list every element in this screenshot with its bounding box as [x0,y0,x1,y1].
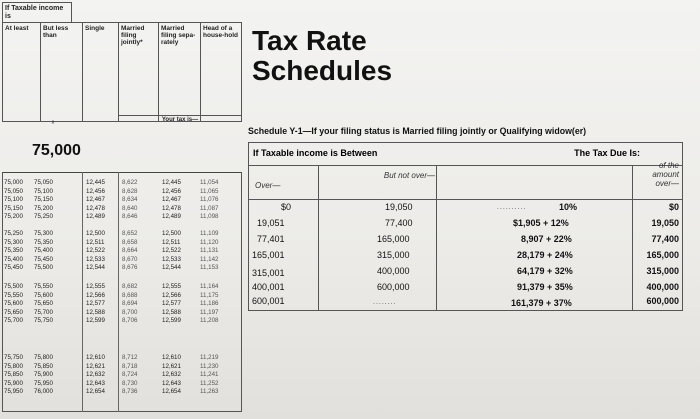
table-row: 75,750 75,800 12,610 8,712 12,610 11,219 [4,354,219,361]
page-title-line1: Tax Rate [252,25,367,56]
table-row: 75,050 75,100 12,456 8,628 12,456 11,065 [4,187,219,195]
table-row: 75,200 75,250 12,489 8,646 12,489 11,098 [4,213,219,221]
col-married-separately: Married filing sepa-rately [159,23,201,121]
col-head-of-household: Head of a house-hold [203,25,239,39]
over-label: Over— [255,181,281,190]
amount-over-value: 19,050 [651,218,679,228]
tax-table [2,5,242,412]
table-row: 75,850 75,900 12,632 8,724 12,632 11,241 [4,371,219,379]
divider [319,199,436,200]
table-row: 75,150 75,200 12,478 8,640 12,478 11,087 [4,204,219,212]
tax-table-header [2,22,242,122]
table-row: 75,500 75,550 12,555 8,682 12,555 11,164 [4,283,219,290]
schedule-table [248,142,683,311]
table-row: 75,350 75,400 12,522 8,664 12,522 11,131 [4,247,219,255]
over-value: 77,401 [257,234,285,244]
row-group [2,283,242,326]
table-row: 75,000 75,050 12,445 8,622 12,445 11,054 [4,179,219,186]
col-married-jointly: Married filing jointly* [119,23,159,121]
over-value: 19,051 [257,218,285,228]
amount-over-value: $0 [668,202,679,212]
schedule-caption [248,126,586,136]
over-value: 600,001 [252,296,285,306]
page-title-line2: Schedules [252,55,393,86]
table-row: 75,400 75,450 12,533 8,670 12,533 11,142 [4,255,219,263]
tax-rate: 10% [559,202,578,212]
tax-rate: 28,179 + 24% [517,250,573,260]
not-over-value: 19,050 [385,202,413,212]
amount-over-value: 400,000 [646,282,679,292]
table-row: 75,550 75,600 12,566 8,688 12,566 11,175 [4,291,219,299]
mfj-marker: * [140,39,143,46]
table-row: 75,950 76,000 12,654 8,736 12,654 11,263 [4,388,219,396]
not-over-value: 165,000 [377,234,410,244]
not-over-value: 77,400 [385,218,413,228]
over-value: $0 [281,202,292,212]
col-but-less-than: But less than [41,23,83,121]
tax-rate: 8,907 + 22% [521,234,572,244]
tax-rate: 91,379 + 35% [517,282,573,292]
header-tax-due: The Tax Due Is: [574,148,640,158]
not-over-value: 315,000 [377,250,410,260]
schedule-header [249,143,682,166]
over-value: 315,001 [252,268,285,278]
bracket-heading: 75,000 [32,142,81,159]
your-tax-is-label: Your tax is— [119,115,241,124]
table-row: 75,300 75,350 12,511 8,658 12,511 11,120 [4,238,219,246]
table-row: 75,600 75,650 12,577 8,694 12,577 11,186 [4,300,219,308]
taxable-income-label: If Taxable income is [2,2,72,22]
amount-over-value: 165,000 [646,250,679,260]
table-row: 75,100 75,150 12,467 8,634 12,467 11,076 [4,196,219,204]
amount-over-value: 600,000 [646,296,679,306]
amount-over-value: 77,400 [651,234,679,244]
divider [437,199,632,200]
table-row: 75,900 75,950 12,643 8,730 12,643 11,252 [4,379,219,387]
not-over-value: 400,000 [377,266,410,276]
table-row: 75,650 75,700 12,588 8,700 12,588 11,197 [4,308,219,316]
leader-dots: ........ [373,299,397,306]
divider [633,199,682,200]
table-row: 75,800 75,850 12,621 8,718 12,621 11,230 [4,362,219,370]
tax-rate: $1,905 + 12% [513,218,569,228]
header-income-between: If Taxable income is Between [253,148,378,158]
tax-rate: 161,379 + 37% [511,298,572,308]
but-not-over-label: But not over— [383,171,435,180]
leader-dots: .......... [497,204,527,211]
of-amount-over-label: of the amount over— [652,161,679,188]
schedule-label: Schedule Y-1 [248,126,303,136]
col-amount-over [633,161,682,310]
col-tax-due [437,165,633,310]
row-group [2,179,242,222]
amount-over-value: 315,000 [646,266,679,276]
col-single: Single [83,23,119,121]
table-row: 75,700 75,750 12,599 8,706 12,599 11,208 [4,317,219,325]
table-row: 75,450 75,500 12,544 8,676 12,544 11,153 [4,264,219,272]
col-at-least: At least [3,23,41,121]
not-over-value: 600,000 [377,282,410,292]
col-over [249,165,319,310]
col-but-not-over [319,165,437,310]
row-group [2,230,242,273]
table-row: 75,250 75,300 12,500 8,652 12,500 11,109 [4,230,219,237]
over-value: 165,001 [252,250,285,260]
tax-rate: 64,179 + 32% [517,266,573,276]
asterisk-note: * [51,119,55,130]
row-group [2,354,242,397]
divider [249,199,318,200]
over-value: 400,001 [252,282,285,292]
schedule-caption-text: —If your filing status is Married filing jointly or Qualifying widow(er) [302,126,587,136]
